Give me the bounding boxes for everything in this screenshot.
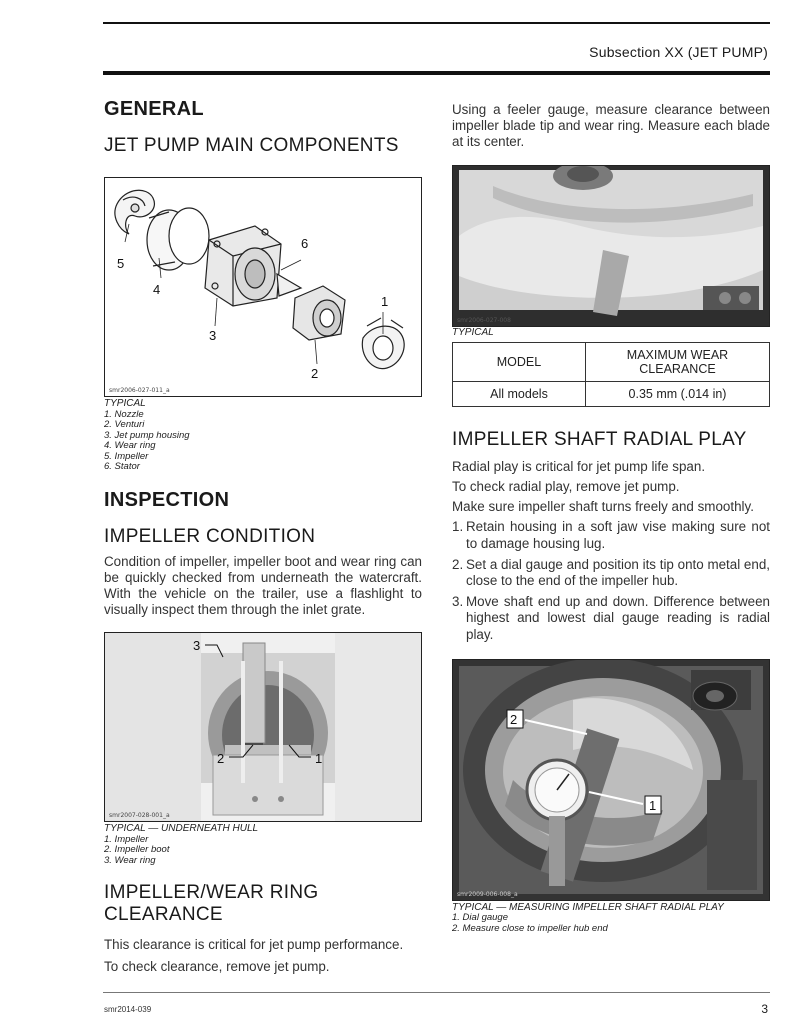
components-legend (104, 410, 422, 473)
clearance-text-2: To check clearance, remove jet pump. (104, 959, 330, 975)
callout-2: 2 (311, 366, 319, 381)
legend-item: 3. Wear ring (104, 854, 156, 866)
header-rule (103, 71, 770, 75)
callout-4: 4 (153, 282, 161, 297)
callout-2: 2 (217, 751, 225, 767)
legend-item: 5. Impeller (104, 450, 149, 462)
legend-item: 3. Jet pump housing (104, 429, 190, 441)
page-number: 3 (761, 1002, 768, 1016)
step-item (452, 594, 770, 643)
radial-play-text-2: To check radial play, remove jet pump. (452, 479, 680, 495)
document-code: smr2014-039 (104, 1005, 152, 1014)
table-cell-value: 0.35 mm (.014 in) (586, 382, 770, 407)
step-number: 1. (452, 519, 464, 535)
step-text: Set a dial gauge and position its tip onto metal end, close to the end of the impeller hub. (466, 556, 770, 588)
radial-play-text-1: Radial play is critical for jet pump life span. (452, 459, 706, 475)
wear-clearance-table (452, 342, 770, 407)
subsection-title: Subsection XX (JET PUMP) (589, 44, 768, 60)
callout-2: 2 (510, 711, 518, 727)
clearance-heading-line1: IMPELLER/WEAR RING (104, 882, 319, 904)
legend-item: 2. Venturi (104, 419, 145, 430)
table-header-clearance (586, 343, 770, 382)
legend-item: 1. Dial gauge (452, 912, 508, 924)
footer-rule (103, 992, 770, 993)
underneath-hull-figure (104, 632, 422, 822)
figure-code: smr2006-027-008 (457, 316, 511, 324)
inspection-heading: INSPECTION (104, 488, 230, 511)
radial-play-text-3: Make sure impeller shaft turns freely and smoothly. (452, 499, 754, 515)
callout-1: 1 (649, 797, 657, 813)
figure-caption: TYPICAL — MEASURING IMPELLER SHAFT RADIAL PLAY (452, 901, 724, 913)
impeller-condition-heading: IMPELLER CONDITION (104, 525, 316, 547)
general-heading: GENERAL (104, 98, 204, 120)
callout-1: 1 (315, 751, 323, 767)
figure-caption: TYPICAL (452, 326, 494, 338)
radial-play-legend (452, 913, 770, 934)
components-heading: JET PUMP MAIN COMPONENTS (104, 135, 399, 156)
figure-code: smr2007-028-001_a (109, 812, 170, 820)
table-header-model: MODEL (453, 343, 586, 382)
figure-caption: TYPICAL (104, 398, 146, 409)
legend-item: 6. Stator (104, 461, 140, 472)
callout-3: 3 (209, 328, 217, 343)
clearance-text-3: Using a feeler gauge, measure clearance between impeller blade tip and wear ring. Measure each blade at its center. (452, 102, 770, 150)
callout-1: 1 (381, 294, 389, 309)
step-text: Retain housing in a soft jaw vise making sure not to damage housing lug. (466, 519, 770, 551)
radial-play-steps (452, 519, 770, 642)
table-row (453, 382, 770, 407)
clearance-text-1: This clearance is critical for jet pump performance. (104, 937, 404, 953)
step-number: 3. (452, 594, 464, 610)
step-item (452, 557, 770, 589)
figure-code: smr2006-027-011_a (109, 387, 170, 394)
jet-pump-exploded-drawing (105, 178, 421, 396)
dial-gauge-photo (453, 660, 769, 900)
table-cell-model: All models (453, 382, 586, 407)
right-column (452, 102, 770, 934)
underneath-hull-photo (105, 633, 421, 821)
clearance-heading-line2: CLEARANCE (104, 904, 223, 926)
feeler-gauge-figure (452, 165, 770, 327)
legend-item: 1. Nozzle (104, 408, 144, 420)
radial-play-heading: IMPELLER SHAFT RADIAL PLAY (452, 429, 747, 451)
left-column (104, 98, 422, 978)
callout-6: 6 (301, 236, 309, 251)
step-text: Move shaft end up and down. Difference between highest and lowest dial gauge reading is radial play. (466, 594, 770, 642)
legend-item: 2. Measure close to impeller hub end (452, 922, 608, 934)
callout-5: 5 (117, 256, 125, 271)
figure-code: smr2009-006-008_a (457, 890, 518, 898)
step-number: 2. (452, 556, 464, 572)
figure-caption: TYPICAL — UNDERNEATH HULL (104, 823, 259, 835)
top-rule (103, 22, 770, 24)
callout-3: 3 (193, 638, 201, 654)
legend-item: 2. Impeller boot (104, 844, 170, 856)
jet-pump-components-figure (104, 177, 422, 397)
step-item (452, 519, 770, 551)
legend-item: 4. Wear ring (104, 440, 156, 451)
table-header-clearance-line2: CLEARANCE (639, 362, 716, 377)
impeller-condition-text: Condition of impeller, impeller boot and wear ring can be quickly checked from underneath the watercraft. With the vehicle on the trailer, use a flashlight to visually inspect them through the inlet grate. (104, 553, 422, 618)
table-header-clearance-line1: MAXIMUM WEAR (626, 348, 729, 363)
hull-legend (104, 835, 422, 867)
radial-play-figure (452, 659, 770, 901)
legend-item: 1. Impeller (104, 833, 149, 845)
feeler-gauge-photo (453, 166, 769, 326)
